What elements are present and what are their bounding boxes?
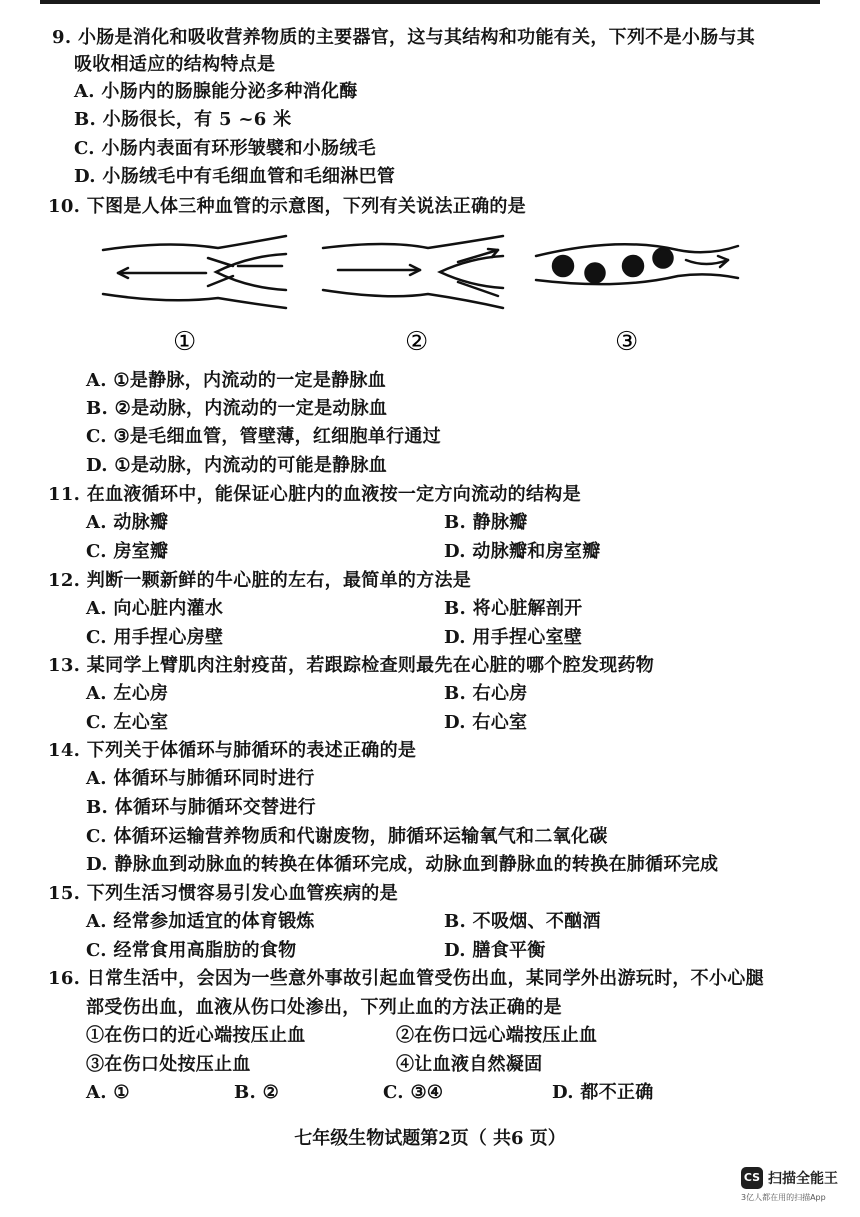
top-border <box>40 0 820 4</box>
red-blood-cell-3 <box>623 256 643 276</box>
q10-option-c: C. ③是毛细血管，管壁薄，红细胞单行通过 <box>86 426 441 447</box>
vessel-3-capillary-diagram <box>536 244 738 284</box>
q14-option-b: B. 体循环与肺循环交替进行 <box>86 797 316 818</box>
q14-option-c: C. 体循环运输营养物质和代谢废物，肺循环运输氧气和二氧化碳 <box>86 826 608 847</box>
page-footer: 七年级生物试题第2页（ 共6 页） <box>294 1128 566 1149</box>
q9-stem: 9. 小肠是消化和吸收营养物质的主要器官，这与其结构和功能有关，下列不是小肠与其 <box>52 27 756 48</box>
vessel-1-vein-diagram <box>103 236 286 308</box>
q16-stem: 16. 日常生活中，会因为一些意外事故引起血管受伤出血，某同学外出游玩时，不小心腿 <box>48 968 764 989</box>
q10-option-a: A. ①是静脉，内流动的一定是静脉血 <box>86 370 387 391</box>
figure-label-1: ① <box>173 327 197 357</box>
q10-stem: 10. 下图是人体三种血管的示意图，下列有关说法正确的是 <box>48 196 526 217</box>
q12-option-a: A. 向心脏内灌水 <box>86 598 224 619</box>
watermark-tagline: 3亿人都在用的扫描App <box>741 1193 826 1202</box>
q16-option-c: C. ③④ <box>383 1082 444 1103</box>
blood-vessel-figure <box>98 228 748 358</box>
q15-option-a: A. 经常参加适宜的体育锻炼 <box>86 911 315 932</box>
q11-option-b: B. 静脉瓣 <box>444 512 528 533</box>
q9-option-c: C. 小肠内表面有环形皱襞和小肠绒毛 <box>74 138 376 159</box>
watermark-app-name: 扫描全能王 <box>768 1171 838 1187</box>
q13-option-c: C. 左心室 <box>86 712 169 733</box>
q15-option-b: B. 不吸烟、不酗酒 <box>444 911 601 932</box>
q15-option-c: C. 经常食用高脂肪的食物 <box>86 940 297 961</box>
q11-option-d: D. 动脉瓣和房室瓣 <box>444 541 601 562</box>
q9-option-a: A. 小肠内的肠腺能分泌多种消化酶 <box>74 81 358 102</box>
red-blood-cell-2 <box>586 264 605 283</box>
figure-label-2: ② <box>405 327 429 357</box>
q13-stem: 13. 某同学上臂肌肉注射疫苗，若跟踪检查则最先在心脏的哪个腔发现药物 <box>48 655 655 676</box>
q14-option-d: D. 静脉血到动脉血的转换在体循环完成，动脉血到静脉血的转换在肺循环完成 <box>86 854 719 875</box>
vessel-2-artery-diagram <box>323 236 503 308</box>
q10-option-d: D. ①是动脉，内流动的可能是静脉血 <box>86 455 388 476</box>
q9-stem-cont: 吸收相适应的结构特点是 <box>74 54 276 75</box>
q14-option-a: A. 体循环与肺循环同时进行 <box>86 768 315 789</box>
red-blood-cell-1 <box>553 256 573 276</box>
q11-stem: 11. 在血液循环中，能保证心脏内的血液按一定方向流动的结构是 <box>48 484 581 505</box>
q16-stem-cont: 部受伤出血，血液从伤口处渗出，下列止血的方法正确的是 <box>86 997 562 1018</box>
q16-option-b: B. ② <box>234 1082 280 1103</box>
q16-option-a: A. ① <box>86 1082 130 1103</box>
q16-method-2: ②在伤口远心端按压止血 <box>396 1025 598 1046</box>
q9-option-b: B. 小肠很长，有 5 ~6 米 <box>74 109 292 130</box>
camscanner-watermark <box>741 1164 849 1204</box>
q16-method-4: ④让血液自然凝固 <box>396 1054 543 1075</box>
q11-option-a: A. 动脉瓣 <box>86 512 169 533</box>
q11-option-c: C. 房室瓣 <box>86 541 169 562</box>
q13-option-b: B. 右心房 <box>444 683 528 704</box>
figure-label-3: ③ <box>615 327 639 357</box>
red-blood-cell-4 <box>654 249 673 268</box>
q12-option-b: B. 将心脏解剖开 <box>444 598 583 619</box>
q16-option-d: D. 都不正确 <box>552 1082 654 1103</box>
q16-method-1: ①在伤口的近心端按压止血 <box>86 1025 306 1046</box>
q15-stem: 15. 下列生活习惯容易引发心血管疾病的是 <box>48 883 398 904</box>
q16-method-3: ③在伤口处按压止血 <box>86 1054 251 1075</box>
camscanner-logo-icon: CS <box>741 1167 763 1189</box>
q13-option-d: D. 右心室 <box>444 712 528 733</box>
q9-option-d: D. 小肠绒毛中有毛细血管和毛细淋巴管 <box>74 166 396 187</box>
q12-option-d: D. 用手捏心室壁 <box>444 627 583 648</box>
q15-option-d: D. 膳食平衡 <box>444 940 546 961</box>
q12-option-c: C. 用手捏心房壁 <box>86 627 224 648</box>
q13-option-a: A. 左心房 <box>86 683 169 704</box>
q14-stem: 14. 下列关于体循环与肺循环的表述正确的是 <box>48 740 417 761</box>
q12-stem: 12. 判断一颗新鲜的牛心脏的左右，最简单的方法是 <box>48 570 472 591</box>
q10-option-b: B. ②是动脉，内流动的一定是动脉血 <box>86 398 388 419</box>
